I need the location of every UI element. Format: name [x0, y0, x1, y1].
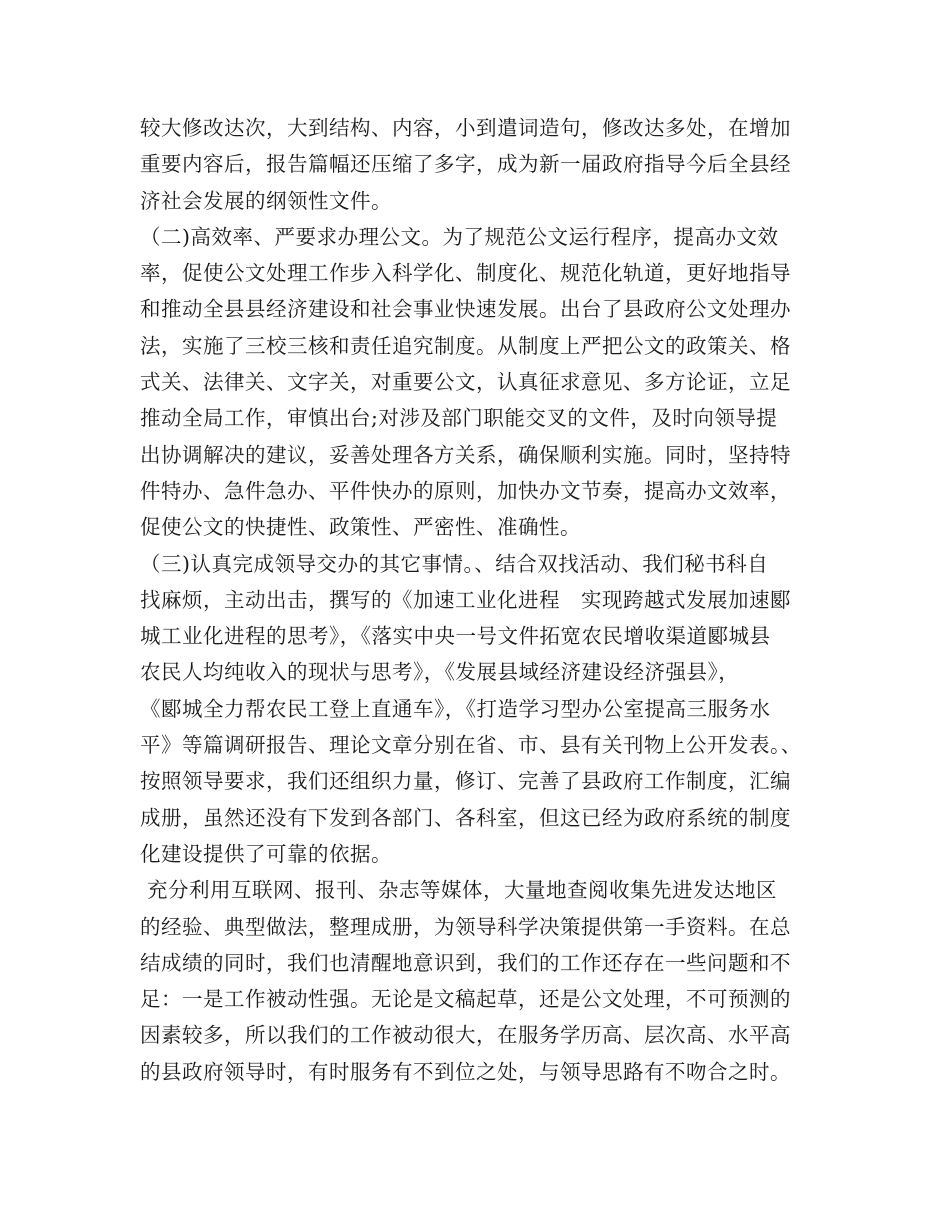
text-line: 充分利用互联网、报刊、杂志等媒体，大量地查阅收集先进发达地区	[140, 878, 778, 903]
text-line: 式关、法律关、文字关，对重要公文，认真征求意见、多方论证，立足	[140, 370, 791, 395]
text-line: 推动全局工作，审慎出台;对涉及部门职能交叉的文件，及时向领导提	[140, 406, 778, 431]
text-line: 的县政府领导时，有时服务有不到位之处，与领导思路有不吻合之时。	[140, 1059, 791, 1084]
text-line: 济社会发展的纲领性文件。	[140, 188, 392, 213]
text-line: 化建设提供了可靠的依据。	[140, 841, 392, 866]
text-line: 找麻烦，主动出击，撰写的《加速工业化进程 实现跨越式发展加速郾	[140, 587, 791, 612]
text-line: 按照领导要求，我们还组织力量，修订、完善了县政府工作制度，汇编	[140, 769, 791, 794]
text-line: 成册，虽然还没有下发到各部门、各科室，但这已经为政府系统的制度	[140, 805, 791, 830]
text-line: 法，实施了三校三核和责任追究制度。从制度上严把公文的政策关、格	[140, 333, 791, 358]
text-line: 出协调解决的建议，妥善处理各方关系，确保顺利实施。同时，坚持特	[140, 442, 791, 467]
text-line: 因素较多，所以我们的工作被动很大，在服务学历高、层次高、水平高	[140, 1023, 791, 1048]
document-body	[140, 110, 820, 1090]
text-line: 和推动全县县经济建设和社会事业快速发展。出台了县政府公文处理办	[140, 297, 791, 322]
text-line: 较大修改达次，大到结构、内容，小到遣词造句，修改达多处，在增加	[140, 116, 791, 140]
text-line: 平》等篇调研报告、理论文章分别在省、市、县有关刊物上公开发表。、	[140, 733, 802, 758]
text-line: 促使公文的快捷性、政策性、严密性、准确性。	[140, 515, 581, 540]
text-line: 农民人均纯收入的现状与思考》，《发展县域经济建设经济强县》，	[140, 660, 740, 685]
text-line: 《郾城全力帮农民工登上直通车》，《打造学习型办公室提高三服务水	[140, 696, 771, 721]
text-line: 结成绩的同时，我们也清醒地意识到，我们的工作还存在一些问题和不	[140, 950, 791, 975]
text-line: （三)认真完成领导交办的其它事情。、结合双找活动、我们秘书科自	[140, 551, 769, 576]
text-line: 城工业化进程的思考》，《落实中央一号文件拓宽农民增收渠道郾城县	[140, 624, 771, 649]
text-line: 件特办、急件急办、平件快办的原则，加快办文节奏，提高办文效率，	[140, 478, 791, 503]
text-line: 率，促使公文处理工作步入科学化、制度化、规范化轨道，更好地指导	[140, 261, 791, 286]
text-line: 的经验、典型做法，整理成册，为领导科学决策提供第一手资料。在总	[140, 914, 791, 939]
text-line: 足：一是工作被动性强。无论是文稿起草，还是公文处理，不可预测的	[140, 987, 791, 1012]
text-line: （二)高效率、严要求办理公文。为了规范公文运行程序，提高办文效	[140, 224, 779, 249]
text-line: 重要内容后，报告篇幅还压缩了多字，成为新一届政府指导今后全县经	[140, 152, 791, 177]
